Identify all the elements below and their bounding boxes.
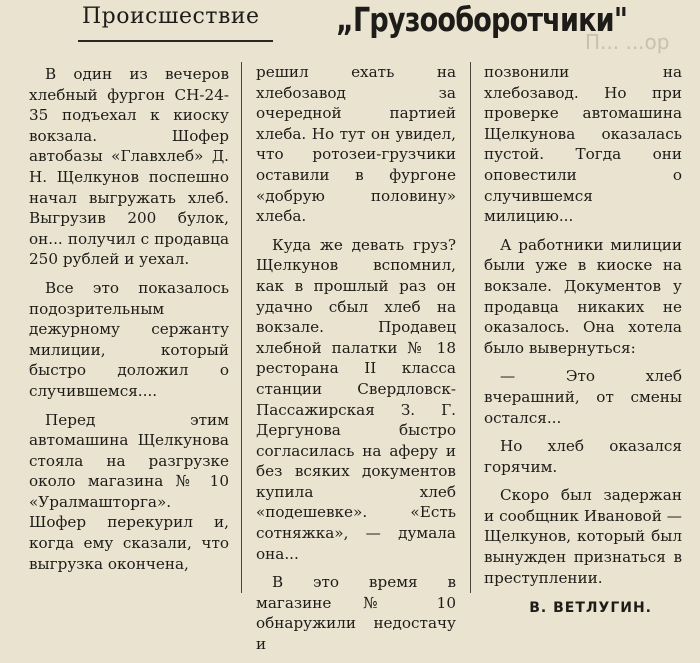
paragraph: Перед этим автомашина Щелкунова стояла на разгрузке около магазина № 10 «Уралмашторга». Шофер перекурил и, когда ему сказали, что выгрузка окончена, <box>29 410 229 573</box>
paragraph: Куда же девать груз? Щелкунов вспомнил, как в прошлый раз он удачно сбыл хлеб на вокзале. Продавец хлебной палатки № 18 ресторана II класса станции Свердловск-Пассажирская З. Г. Дергунова быстро согласилась на аферу и без всяких документов купила хлеб «подешевке». «Есть сотняжка», — думала она... <box>256 235 456 563</box>
article-headline: „Грузооборотчики" <box>336 0 628 39</box>
author-signature: В. ВЕТЛУГИН. <box>529 600 652 617</box>
paragraph: — Это хлеб вчерашний, от смены остался... <box>484 367 682 427</box>
paragraph: решил ехать на хлебозавод за очередной партией хлеба. Но тут он увидел, что ротозеи-грузчики оставили в фургоне «добрую половину» хлеба. <box>256 63 456 226</box>
column-divider <box>241 62 242 593</box>
paragraph: В один из вечеров хлебный фургон СН-24-35 подъехал к киоску вокзала. Шофер автобазы «Главхлеб» Д. Н. Щелкунов поспешно начал выгружать хлеб. Выгрузив 200 булок, он... получил с продавца 250 рублей и уехал. <box>29 65 229 269</box>
paragraph: А работники милиции были уже в киоске на вокзале. Документов у продавца никаких не оказалось. Она хотела было вывернуться: <box>484 235 682 357</box>
paragraph: позвонили на хлебозавод. Но при проверке автомашина Щелкунова оказалась пустой. Тогда они оповестили о случившемся милицию... <box>484 63 682 226</box>
article-column-2 <box>256 62 456 663</box>
article-column-3 <box>484 62 682 627</box>
rubric-underline <box>78 40 273 42</box>
paragraph: Но хлеб оказался горячим. <box>484 437 682 476</box>
rubric-title: Происшествие <box>82 4 260 29</box>
bleed-through-text: П... ...ор <box>585 30 670 54</box>
paragraph: Скоро был задержан и сообщник Ивановой — Щелкунов, который был вынужден признаться в преступлении. <box>484 486 682 587</box>
paragraph: В это время в магазине № 10 обнаружили недостачу и <box>256 573 456 654</box>
column-divider <box>470 62 471 593</box>
article-column-1 <box>29 64 229 582</box>
paragraph: Все это показалось подозрительным дежурному сержанту милиции, который быстро доложил о случившемся.... <box>29 278 229 400</box>
